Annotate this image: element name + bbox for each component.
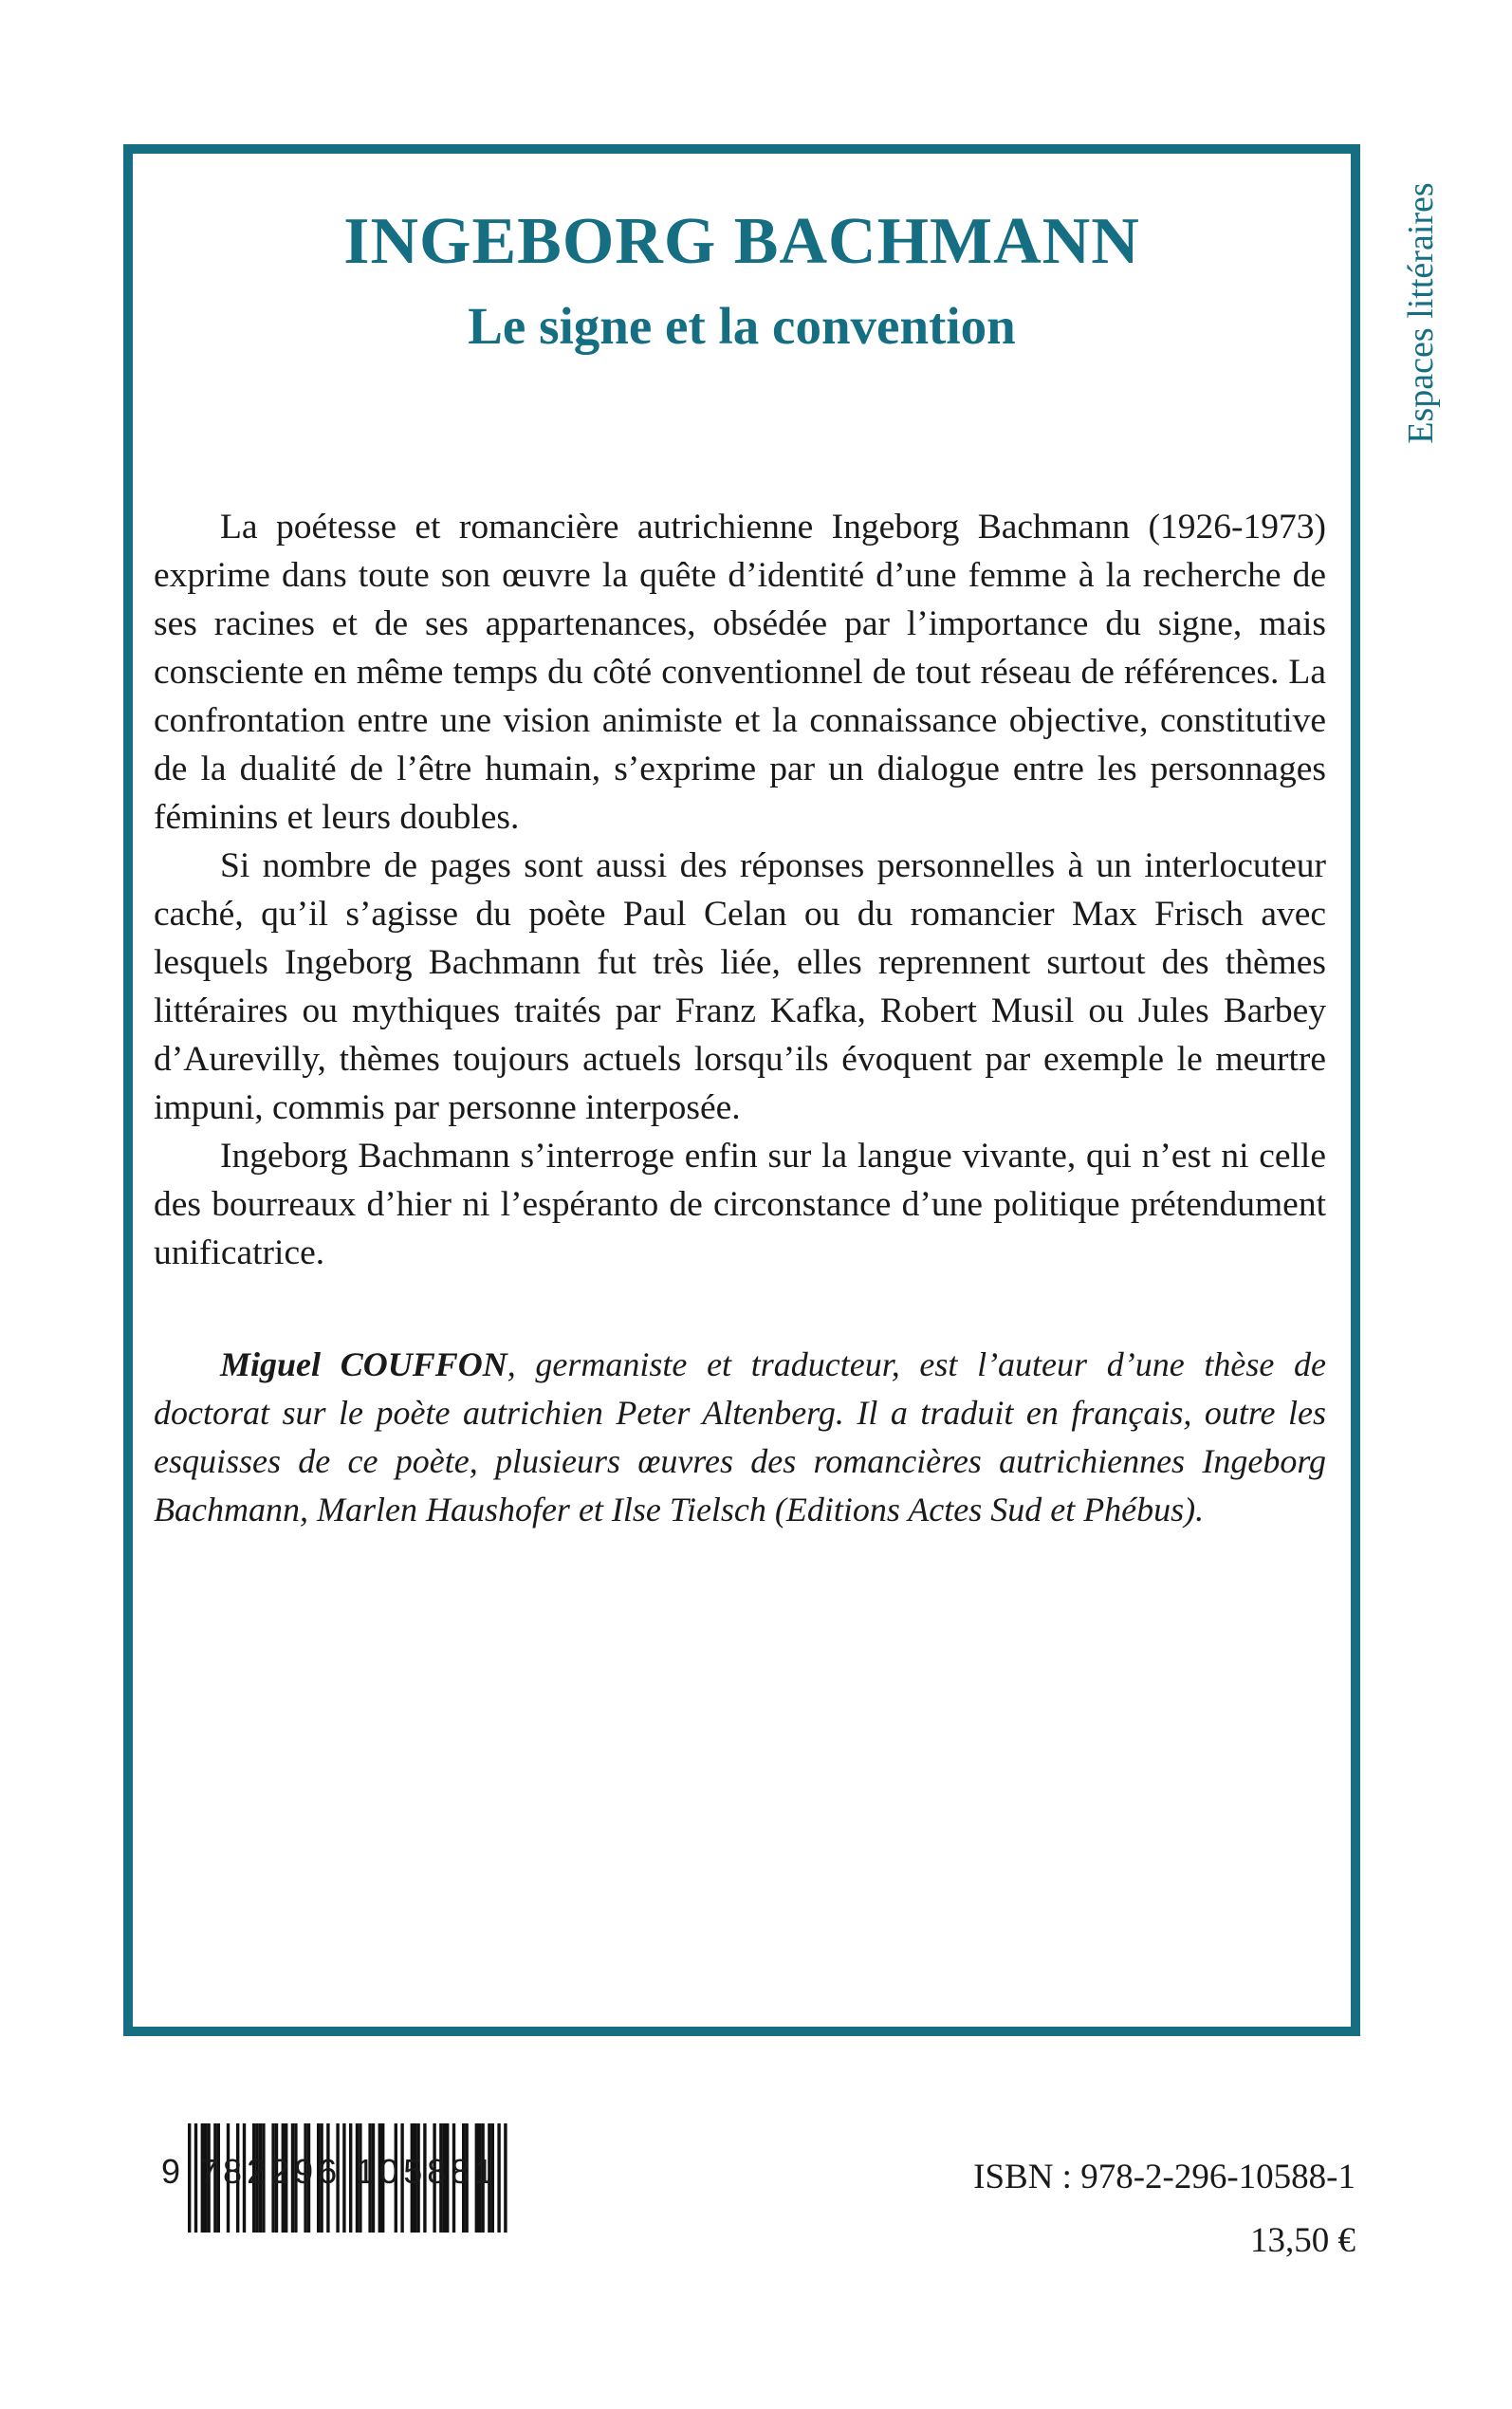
book-title: INGEBORG BACHMANN: [343, 205, 1140, 278]
author-bio-text: , germaniste et traducteur, est l’auteur d’une thèse de doctorat sur le poète autrichien Peter Altenberg. Il a traduit en français, outre les esquisses de ce poète, plusieurs œuvres des romancières autrichiennes Ingeborg Bachmann, Marlen Haushofer et Ilse Tielsch (Editions Actes Sud et Phébus).: [154, 1345, 1326, 1529]
price: 13,50 €: [1250, 2221, 1355, 2260]
series-label-text: Espaces littéraires: [1401, 182, 1441, 444]
isbn: ISBN : 978-2-296-10588-1: [973, 2158, 1355, 2196]
blurb: [154, 503, 1326, 1277]
blurb-paragraph-3: Ingeborg Bachmann s’interroge enfin sur la langue vivante, qui n’est ni celle des bourreaux d’hier ni l’espéranto de circonstance d’une politique prétendument unificatrice.: [154, 1137, 1326, 1272]
author-name: Miguel COUFFON: [220, 1345, 507, 1383]
barcode: [161, 2123, 526, 2285]
barcode-digits: 9 782296 105881: [161, 2152, 499, 2191]
blurb-paragraph-2: Si nombre de pages sont aussi des réponses personnelles à un interlocuteur caché, qu’il s’agisse du poète Paul Celan ou du romancier Max Frisch avec lesquels Ingeborg Bachmann fut très liée, elles reprennent surtout des thèmes littéraires ou mythiques traités par Franz Kafka, Robert Musil ou Jules Barbey d’Aurevilly, thèmes toujours actuels lorsqu’ils évoquent par exemple le meurtre impuni, commis par personne interposée.: [154, 846, 1326, 1127]
blurb-paragraph-1: La poétesse et romancière autrichienne Ingeborg Bachmann (1926-1973) exprime dans toute son œuvre la quête d’identité d’une femme à la recherche de ses racines et de ses appartenances, obsédée par l’importance du signe, mais consciente en même temps du côté conventionnel de tout réseau de références. La confrontation entre une vision animiste et la connaissance objective, constitutive de la dualité de l’être humain, s’exprime par un dialogue entre les personnages féminins et leurs doubles.: [154, 508, 1326, 837]
book-subtitle: Le signe et la convention: [468, 297, 1016, 355]
series-label: [1402, 133, 1440, 493]
author-bio: [154, 1341, 1326, 1534]
